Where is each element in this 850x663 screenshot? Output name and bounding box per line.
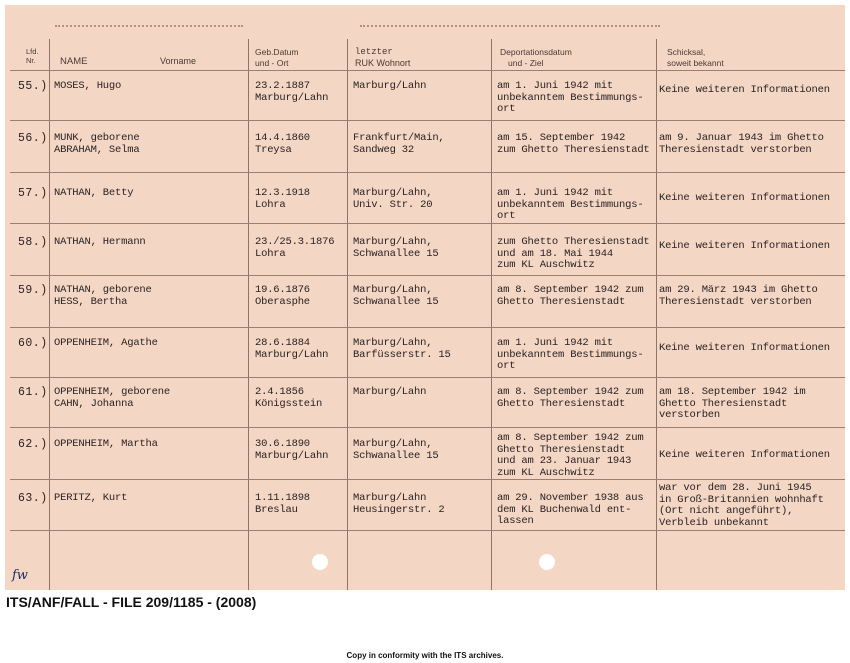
- file-caption: ITS/ANF/FALL - FILE 209/1185 - (2008): [6, 594, 257, 610]
- person-name: OPPENHEIM, geborene CAHN, Johanna: [54, 386, 170, 410]
- header-geburt: Geb.Datum und - Ort: [255, 47, 299, 68]
- fate-info: Keine weiteren Informationen: [659, 449, 830, 461]
- last-residence: Marburg/Lahn: [353, 386, 427, 398]
- last-residence: Marburg/Lahn, Schwanallee 15: [353, 284, 439, 308]
- row-separator: [10, 327, 845, 328]
- top-dotted-line-right: [360, 17, 660, 27]
- deportation-info: am 1. Juni 1942 mit unbekanntem Bestimmungs- ort: [497, 337, 644, 372]
- header-wohnort: letzter RUK Wohnort: [355, 47, 411, 68]
- person-name: OPPENHEIM, Martha: [54, 438, 158, 450]
- person-name: OPPENHEIM, Agathe: [54, 337, 158, 349]
- fate-info: am 9. Januar 1943 im Ghetto Theresienstadt verstorben: [659, 132, 824, 156]
- birth-date-place: 28.6.1884 Marburg/Lahn: [255, 337, 329, 361]
- birth-date-place: 12.3.1918 Lohra: [255, 187, 310, 211]
- birth-date-place: 2.4.1856 Königsstein: [255, 386, 323, 410]
- row-separator: [10, 70, 845, 71]
- fate-info: war vor dem 28. Juni 1945 in Groß-Britannien wohnhaft (Ort nicht angeführt), Verbleib unbekannt: [659, 482, 824, 529]
- person-name: NATHAN, Betty: [54, 187, 134, 199]
- row-separator: [10, 275, 845, 276]
- header-name: NAME: [60, 56, 88, 67]
- fate-info: Keine weiteren Informationen: [659, 240, 830, 252]
- header-deportation: Deportationsdatum und - Ziel: [500, 47, 572, 68]
- row-number: 57.): [18, 187, 48, 200]
- fate-info: am 18. September 1942 im Ghetto Theresienstadt verstorben: [659, 386, 806, 421]
- column-divider: [248, 39, 249, 590]
- last-residence: Marburg/Lahn, Barfüsserstr. 15: [353, 337, 451, 361]
- deportation-info: am 29. November 1938 aus dem KL Buchenwald ent- lassen: [497, 492, 644, 527]
- birth-date-place: 14.4.1860 Treysa: [255, 132, 310, 156]
- row-number: 55.): [18, 80, 48, 93]
- punch-hole: [312, 554, 328, 570]
- deportation-info: am 8. September 1942 zum Ghetto Theresienstadt: [497, 284, 644, 308]
- deportation-info: am 1. Juni 1942 mit unbekanntem Bestimmungs- ort: [497, 187, 644, 222]
- last-residence: Marburg/Lahn Heusingerstr. 2: [353, 492, 445, 516]
- handwritten-initials: fw: [12, 568, 28, 583]
- row-number: 59.): [18, 284, 48, 297]
- row-separator: [10, 479, 845, 480]
- column-divider: [491, 39, 492, 590]
- last-residence: Marburg/Lahn, Schwanallee 15: [353, 438, 439, 462]
- deportation-info: am 8. September 1942 zum Ghetto Theresienstadt: [497, 386, 644, 410]
- birth-date-place: 23./25.3.1876 Lohra: [255, 236, 335, 260]
- row-number: 60.): [18, 337, 48, 350]
- column-divider: [656, 39, 657, 590]
- deportation-info: am 8. September 1942 zum Ghetto Theresienstadt und am 23. Januar 1943 zum KL Auschwitz: [497, 432, 644, 479]
- top-dotted-line-left: [55, 17, 243, 27]
- row-separator: [10, 172, 845, 173]
- row-separator: [10, 377, 845, 378]
- row-number: 63.): [18, 492, 48, 505]
- fate-info: am 29. März 1943 im Ghetto Theresienstadt verstorben: [659, 284, 818, 308]
- row-number: 56.): [18, 132, 48, 145]
- fate-info: Keine weiteren Informationen: [659, 192, 830, 204]
- person-name: MOSES, Hugo: [54, 80, 122, 92]
- person-name: NATHAN, geborene HESS, Bertha: [54, 284, 152, 308]
- birth-date-place: 19.6.1876 Oberasphe: [255, 284, 310, 308]
- last-residence: Frankfurt/Main, Sandweg 32: [353, 132, 445, 156]
- deportation-info: am 15. September 1942 zum Ghetto Theresienstadt: [497, 132, 650, 156]
- last-residence: Marburg/Lahn, Univ. Str. 20: [353, 187, 433, 211]
- column-divider: [347, 39, 348, 590]
- column-divider: [49, 39, 50, 590]
- fate-info: Keine weiteren Informationen: [659, 342, 830, 354]
- last-residence: Marburg/Lahn: [353, 80, 427, 92]
- header-schicksal: Schicksal, soweit bekannt: [667, 47, 724, 68]
- person-name: NATHAN, Hermann: [54, 236, 146, 248]
- row-number: 58.): [18, 236, 48, 249]
- row-separator: [10, 223, 845, 224]
- person-name: PERITZ, Kurt: [54, 492, 128, 504]
- document-sheet: [5, 5, 845, 590]
- row-number: 61.): [18, 386, 48, 399]
- header-vorname: Vorname: [160, 56, 197, 66]
- header-lfd: Lfd. Nr.: [26, 47, 39, 65]
- row-number: 62.): [18, 438, 48, 451]
- birth-date-place: 1.11.1898 Breslau: [255, 492, 310, 516]
- punch-hole: [539, 554, 555, 570]
- archive-footer: Copy in conformity with the ITS archives.: [346, 651, 504, 660]
- row-separator: [10, 530, 845, 531]
- person-name: MUNK, geborene ABRAHAM, Selma: [54, 132, 140, 156]
- fate-info: Keine weiteren Informationen: [659, 84, 830, 96]
- last-residence: Marburg/Lahn, Schwanallee 15: [353, 236, 439, 260]
- birth-date-place: 23.2.1887 Marburg/Lahn: [255, 80, 329, 104]
- birth-date-place: 30.6.1890 Marburg/Lahn: [255, 438, 329, 462]
- deportation-info: am 1. Juni 1942 mit unbekanntem Bestimmungs- ort: [497, 80, 644, 115]
- row-separator: [10, 427, 845, 428]
- deportation-info: zum Ghetto Theresienstadt und am 18. Mai 1944 zum KL Auschwitz: [497, 236, 650, 271]
- row-separator: [10, 120, 845, 121]
